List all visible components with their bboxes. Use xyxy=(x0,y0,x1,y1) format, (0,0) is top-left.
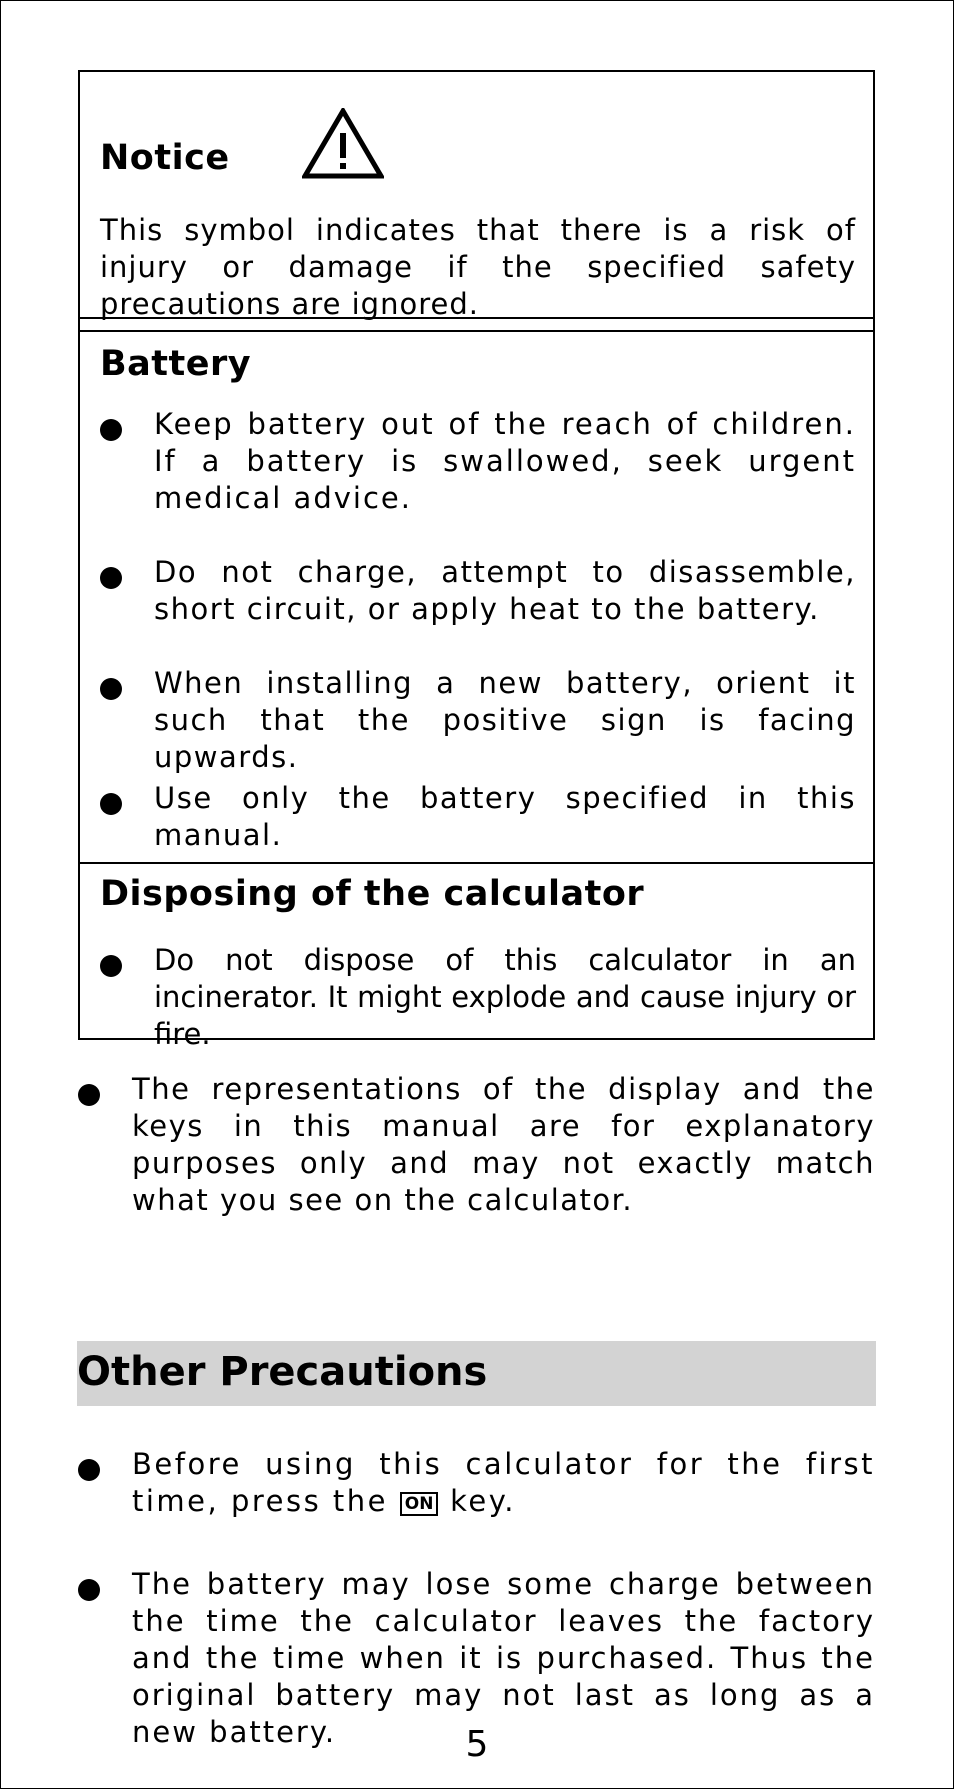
bullet-icon xyxy=(100,567,122,589)
list-item: Use only the battery specified in this manual. xyxy=(100,780,856,854)
bullet-icon xyxy=(100,419,122,441)
on-key-icon: ON xyxy=(400,1492,439,1516)
list-item: When installing a new battery, orient it such that the positive sign is facing upwards. xyxy=(100,665,856,776)
list-item xyxy=(78,1071,875,1219)
battery-section xyxy=(80,330,873,876)
list-item: Keep battery out of the reach of children. If a battery is swallowed, seek urgent medical advice. xyxy=(100,406,856,517)
other-precautions-title: Other Precautions xyxy=(77,1349,488,1395)
notice-section xyxy=(80,72,873,322)
list-item: Do not dispose of this calculator in an incinerator. It might explode and cause injury or fire. xyxy=(100,942,856,1053)
bullet-icon xyxy=(100,955,122,977)
representation-note: The representations of the display and the keys in this manual are for explanatory purposes only and may not exactly match what you see on the calculator. xyxy=(132,1072,875,1217)
list-item: Before using this calculator for the first time, press the ON key. xyxy=(78,1446,875,1520)
warning-triangle-icon xyxy=(302,108,384,180)
disposing-section xyxy=(80,862,873,1051)
bullet-icon xyxy=(78,1084,100,1106)
bullet-icon xyxy=(100,793,122,815)
section-heading xyxy=(77,1341,876,1406)
list-item: The battery may lose some charge between the time the calculator leaves the factory and the time when it is purchased. Thus the original battery may not last as long as a new battery. xyxy=(78,1566,875,1751)
notice-title: Notice xyxy=(100,138,230,178)
notice-text: This symbol indicates that there is a risk of injury or damage if the specified safety precautions are ignored. xyxy=(100,213,856,321)
disposing-title: Disposing of the calculator xyxy=(100,874,645,914)
battery-title: Battery xyxy=(100,344,252,384)
bullet-icon xyxy=(100,678,122,700)
bullet-icon xyxy=(78,1579,100,1601)
list-item: Do not charge, attempt to disassemble, short circuit, or apply heat to the battery. xyxy=(100,554,856,628)
page-number: 5 xyxy=(465,1724,489,1765)
safety-box xyxy=(78,70,875,1051)
double-divider xyxy=(80,317,873,319)
bullet-icon xyxy=(78,1459,100,1481)
